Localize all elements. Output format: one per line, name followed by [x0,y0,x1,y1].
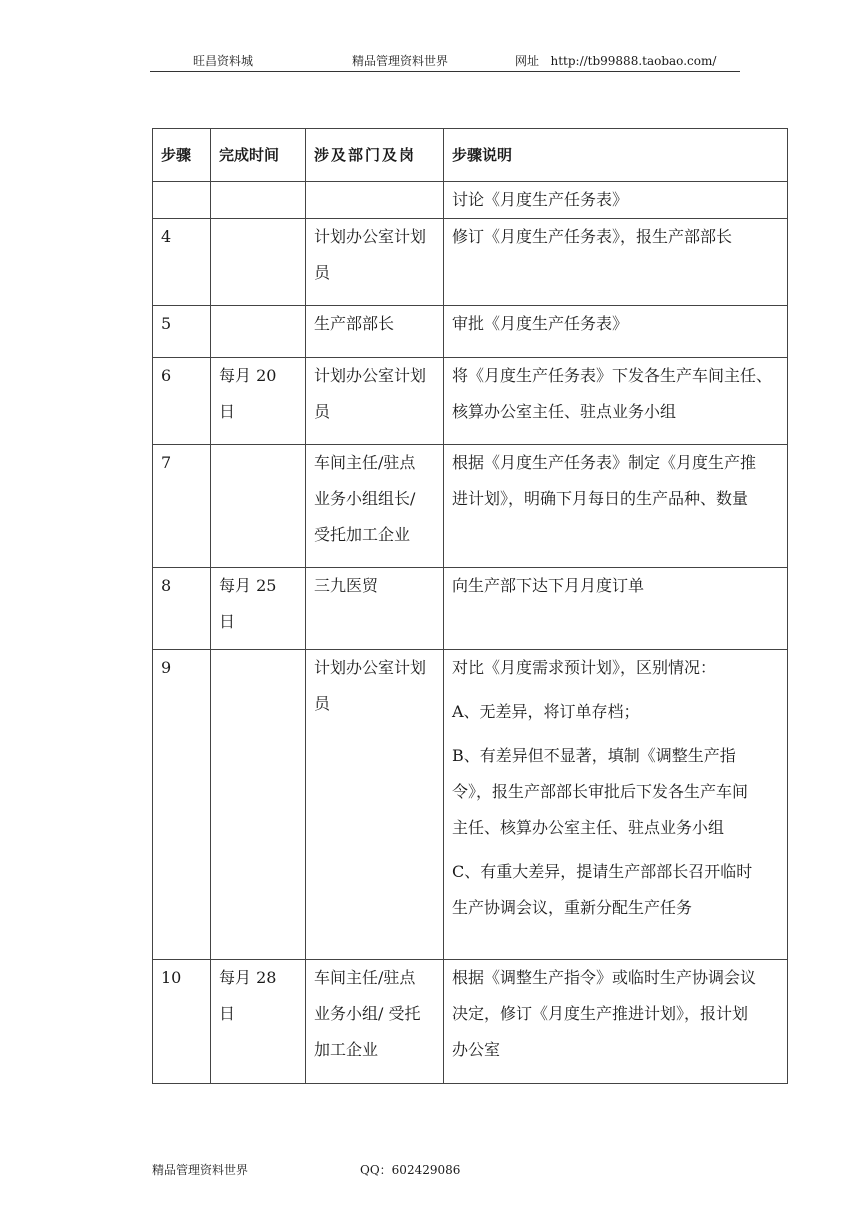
description-line: 核算办公室主任、驻点业务小组 [452,402,677,421]
department-cell [306,358,444,445]
department-line: 车间主任/驻点 [314,453,416,472]
header-divider [150,71,740,72]
time-cell [211,445,306,568]
description-line: 讨论《月度生产任务表》 [452,190,629,209]
step-cell [153,306,211,358]
step-cell [153,182,211,219]
table-header-row [153,129,788,182]
description-line: 将《月度生产任务表》下发各生产车间主任、 [452,366,773,385]
department-cell [306,219,444,306]
header-url-link[interactable]: http://tb99888.taobao.com/ [550,54,717,68]
table-row [153,445,788,568]
header-url-label: 网址 [515,54,540,68]
description-line: 进计划》，明确下月每日的生产品种、数量 [452,489,749,508]
description-paragraph [452,694,779,730]
description-line: 向生产部下达下月月度订单 [452,576,645,595]
time-cell [211,358,306,445]
department-line: 车间主任/驻点 [314,968,416,987]
description-line: 令》，报生产部部长审批后下发各生产车间 [452,782,749,801]
description-paragraph [452,445,779,517]
description-line: 生产协调会议，重新分配生产任务 [452,898,693,917]
description-paragraph [452,960,779,1068]
department-cell [306,445,444,568]
steps-table [152,128,788,1084]
step-number: 8 [161,576,172,595]
department-line: 员 [314,263,331,282]
time-cell [211,568,306,650]
step-number: 4 [161,227,172,246]
description-paragraph [452,306,779,342]
step-cell [153,960,211,1084]
footer-site-name: 精品管理资料世界 [152,1163,249,1177]
department-line: 业务小组组长/ [314,489,416,508]
department-line: 员 [314,694,331,713]
description-cell [444,445,788,568]
table-row [153,358,788,445]
department-line: 员 [314,402,331,421]
description-line: B、有差异但不显著，填制《调整生产指 [452,746,736,765]
steps-table-body [153,182,788,1084]
department-cell [306,568,444,650]
description-line: 决定，修订《月度生产推进计划》，报计划 [452,1004,749,1023]
header-url-block [515,52,716,69]
table-row [153,650,788,960]
department-line: 计划办公室计划 [314,227,427,246]
description-paragraph [452,182,779,218]
description-paragraph [452,854,779,926]
description-cell [444,182,788,219]
step-cell [153,568,211,650]
table-row [153,182,788,219]
step-number: 5 [161,314,172,333]
step-cell [153,219,211,306]
time-cell [211,650,306,960]
table-row [153,219,788,306]
description-cell [444,568,788,650]
step-cell [153,445,211,568]
description-line: 办公室 [452,1040,501,1059]
header-site-name: 旺昌资料城 [193,54,254,68]
description-paragraph [452,650,779,686]
table-row [153,568,788,650]
description-line: 审批《月度生产任务表》 [452,314,629,333]
department-line: 受托加工企业 [314,525,411,544]
description-paragraph [452,219,779,255]
description-cell [444,650,788,960]
table-row [153,306,788,358]
description-line: 主任、核算办公室主任、驻点业务小组 [452,818,725,837]
description-cell [444,306,788,358]
department-line: 生产部部长 [314,314,395,333]
department-line: 业务小组/ 受托 [314,1004,421,1023]
step-number: 10 [161,968,182,987]
completion-time: 每月 28 日 [219,968,277,1023]
header-center-title: 精品管理资料世界 [352,54,449,68]
description-paragraph [452,738,779,846]
description-cell [444,960,788,1084]
step-number: 9 [161,658,172,677]
column-header-time: 完成时间 [211,129,306,182]
department-cell [306,306,444,358]
description-line: 根据《调整生产指令》或临时生产协调会议 [452,968,757,987]
time-cell [211,182,306,219]
time-cell [211,960,306,1084]
department-cell [306,182,444,219]
completion-time: 每月 25 日 [219,576,277,631]
column-header-dept: 涉及部门及岗 [306,129,444,182]
department-line: 三九医贸 [314,576,379,595]
description-paragraph [452,568,779,604]
table-row [153,960,788,1084]
time-cell [211,306,306,358]
department-line: 计划办公室计划 [314,366,427,385]
department-line: 加工企业 [314,1040,379,1059]
department-line: 计划办公室计划 [314,658,427,677]
completion-time: 每月 20 日 [219,366,277,421]
description-line: 修订《月度生产任务表》，报生产部部长 [452,227,733,246]
description-line: 根据《月度生产任务表》制定《月度生产推 [452,453,757,472]
description-cell [444,219,788,306]
description-cell [444,358,788,445]
step-cell [153,358,211,445]
description-paragraph [452,358,779,430]
description-line: C、有重大差异，提请生产部部长召开临时 [452,862,753,881]
department-cell [306,960,444,1084]
column-header-step: 步骤 [153,129,211,182]
step-cell [153,650,211,960]
step-number: 6 [161,366,172,385]
time-cell [211,219,306,306]
column-header-desc: 步骤说明 [444,129,788,182]
description-line: A、无差异，将订单存档； [452,702,640,721]
step-number: 7 [161,453,172,472]
footer-qq: QQ：602429086 [360,1163,461,1177]
department-cell [306,650,444,960]
description-line: 对比《月度需求预计划》，区别情况： [452,658,717,677]
